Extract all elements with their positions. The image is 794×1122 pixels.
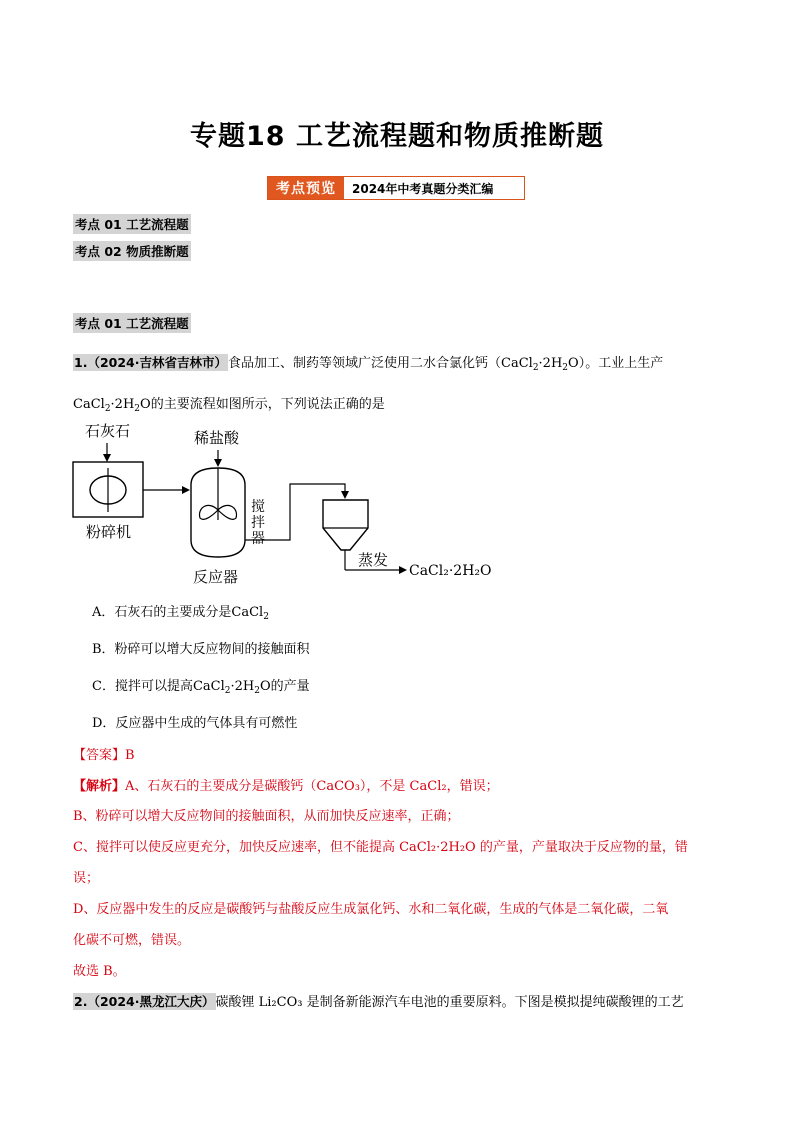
crusher-wheel	[90, 476, 126, 504]
analysis-d1: D、反应器中发生的反应是碳酸钙与盐酸反应生成氯化钙、水和二氧化碳，生成的气体是二氧化碳，二氧	[73, 902, 669, 917]
badge-subtitle: 2024年中考真题分类汇编	[352, 181, 494, 196]
limestone-label: 石灰石	[85, 422, 131, 440]
crusher-label: 粉碎机	[86, 523, 132, 541]
evaporate-label: 蒸发	[358, 551, 389, 569]
answer: 【答案】B	[73, 748, 135, 763]
option-d: D．反应器中生成的气体具有可燃性	[92, 716, 298, 731]
toc-item-1: 考点 01 工艺流程题	[73, 214, 191, 234]
q1-source: 1.（2024·吉林省吉林市）	[74, 355, 227, 370]
q2-source: 2.（2024·黑龙江大庆）	[74, 994, 215, 1009]
badge-label: 考点预览	[268, 177, 344, 199]
analysis-c1: C、搅拌可以使反应更充分，加快反应速率，但不能提高 CaCl₂·2H₂O 的产量，产量取决于反应物的量，错	[73, 840, 688, 855]
page-title: 专题18 工艺流程题和物质推断题	[190, 121, 604, 152]
analysis-c2: 误；	[73, 871, 100, 886]
reactor-vessel	[191, 468, 245, 557]
section-heading: 考点 01 工艺流程题	[73, 313, 191, 333]
analysis-d2: 化碳不可燃，错误。	[73, 933, 191, 948]
q1-line2: $CaCl_2\cdot 2H_2O$的主要流程如图所示，下列说法正确的是	[73, 397, 385, 414]
q1-line1: 1.（2024·吉林省吉林市）食品加工、制药等领域广泛使用二水合氯化钙$(CaCl_2\cdot 2H_2O)$。工业上生产	[74, 355, 664, 373]
stirrer-label-2: 拌	[251, 515, 265, 531]
stirrer-label-1: 搅	[251, 499, 265, 515]
hcl-label: 稀盐酸	[194, 429, 240, 447]
analysis-conclusion: 故选 B。	[73, 964, 126, 979]
option-c: C．搅拌可以提高$CaCl_2\cdot 2H_2O$的产量	[92, 679, 310, 696]
analysis-a: 【解析】A、石灰石的主要成分是碳酸钙（CaCO₃），不是 CaCl₂，错误；	[73, 779, 499, 794]
reactor-label: 反应器	[193, 568, 239, 586]
stirrer-label-3: 器	[251, 531, 265, 547]
q2-line1: 2.（2024·黑龙江大庆）碳酸锂 Li₂CO₃ 是制备新能源汽车电池的重要原料。下图是模拟提纯碳酸锂的工艺	[74, 994, 684, 1010]
option-a: A．石灰石的主要成分是CaCl$_2$	[92, 605, 269, 622]
option-b: B．粉碎可以增大反应物间的接触面积	[92, 642, 310, 657]
analysis-b: B、粉碎可以增大反应物间的接触面积，从而加快反应速率，正确；	[73, 809, 460, 824]
product-label: CaCl₂·2H₂O	[409, 563, 492, 579]
crusher-box	[73, 462, 143, 517]
preview-badge	[267, 176, 525, 200]
evaporator	[323, 500, 368, 550]
toc-item-2: 考点 02 物质推断题	[73, 241, 191, 261]
